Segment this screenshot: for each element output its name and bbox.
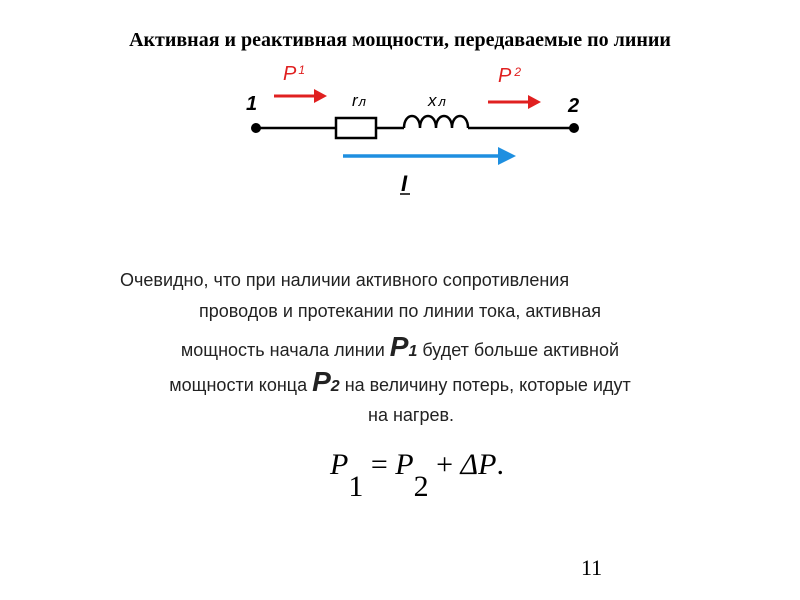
p2-label: P $^2$	[498, 65, 522, 87]
line3-text-b: будет больше активной	[422, 340, 620, 360]
node-1-dot	[251, 123, 261, 133]
resistor	[336, 118, 376, 138]
line3-text-a: мощность начала линии	[180, 340, 385, 360]
node-2-dot	[569, 123, 579, 133]
current-label: I	[401, 171, 408, 196]
explanation-line-5: на нагрев.	[368, 405, 455, 425]
line4-symbol: P2	[312, 366, 340, 397]
resistor-label: rл	[352, 91, 367, 110]
slide-title: Активная и реактивная мощности, передаваемые по линии	[129, 29, 671, 51]
inductor-label: x л	[428, 91, 446, 110]
explanation-line-2: проводов и протекании по линии тока, активная	[199, 301, 601, 321]
node-1-label: 1	[246, 93, 258, 115]
circuit-diagram	[0, 0, 800, 220]
power-loss-formula: $P_1 = P_2 + \Delta P$.	[330, 448, 504, 503]
current-arrow-head	[498, 147, 516, 165]
node-2-label: 2	[568, 95, 580, 117]
page-number: 11	[581, 555, 603, 580]
p2-arrow-head	[528, 95, 541, 109]
line4-text-a: мощности конца	[169, 375, 308, 395]
p1-arrow-head	[314, 89, 327, 103]
line3-symbol: P1	[389, 331, 418, 362]
p1-label: P $^1$	[283, 63, 306, 85]
inductor	[404, 116, 468, 128]
explanation-line-3	[90, 330, 710, 369]
line4-text-b: на величину потерь, которые идут	[344, 375, 631, 395]
explanation-line-1: Очевидно, что при наличии активного сопротивления	[120, 270, 570, 290]
